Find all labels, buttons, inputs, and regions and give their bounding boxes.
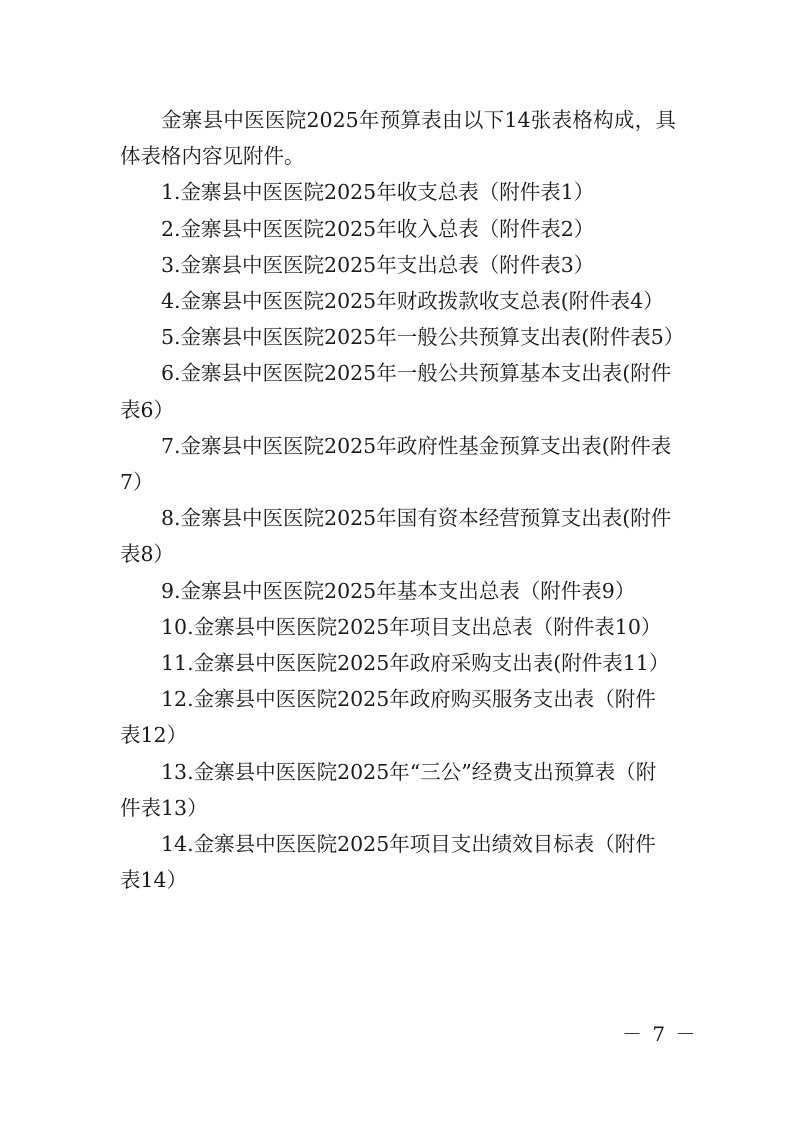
list-item: 9.金寨县中医医院2025年基本支出总表（附件表9）: [161, 578, 636, 603]
document-body: [120, 102, 685, 898]
list-item: 1.金寨县中医医院2025年收支总表（附件表1）: [161, 180, 595, 205]
list-item: 5.金寨县中医医院2025年一般公共预算支出表(附件表5）: [161, 325, 685, 350]
list-item: 2.金寨县中医医院2025年收入总表（附件表2）: [161, 216, 595, 241]
list-item: 4.金寨县中医医院2025年财政拨款收支总表(附件表4）: [161, 289, 664, 314]
list-item: 11.金寨县中医医院2025年政府采购支出表(附件表11）: [161, 651, 670, 676]
list-item: 3.金寨县中医医院2025年支出总表（附件表3）: [161, 252, 595, 277]
list-item: 6.金寨县中医医院2025年一般公共预算基本支出表(附件表6）: [120, 361, 672, 422]
list-item: 14.金寨县中医医院2025年项目支出绩效目标表（附件表14）: [120, 832, 656, 893]
list-item: 10.金寨县中医医院2025年项目支出总表（附件表10）: [161, 614, 662, 639]
list-item: 13.金寨县中医医院2025年“三公”经费支出预算表（附件表13）: [120, 759, 657, 820]
page-number: － 7 －: [622, 1022, 698, 1046]
list-item: 12.金寨县中医医院2025年政府购买服务支出表（附件表12）: [120, 687, 656, 748]
list-item: 8.金寨县中医医院2025年国有资本经营预算支出表(附件表8）: [120, 506, 672, 567]
list-item: 7.金寨县中医医院2025年政府性基金预算支出表(附件表7）: [120, 433, 672, 495]
intro-paragraph: 金寨县中医医院2025年预算表由以下14张表格构成，具体表格内容见附件。: [120, 108, 676, 169]
